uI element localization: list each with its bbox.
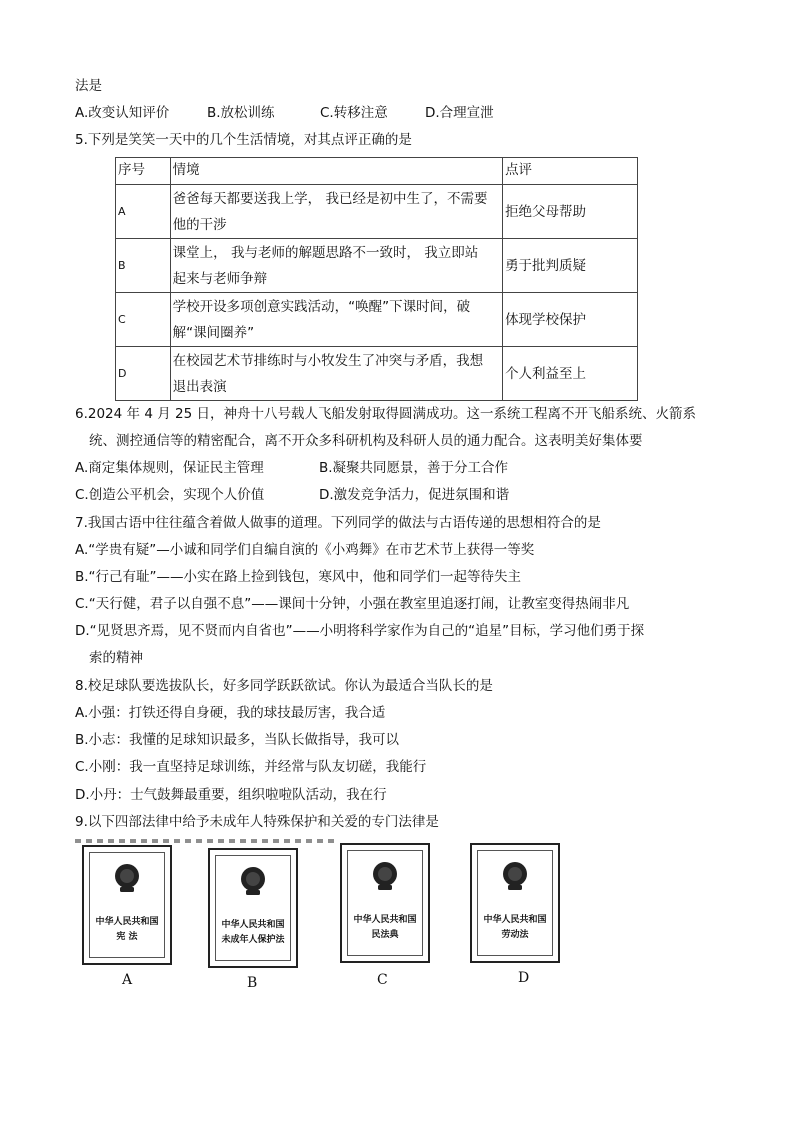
row-scene <box>170 293 502 347</box>
book-title <box>472 913 558 943</box>
book-label-d: D <box>518 970 530 986</box>
book-title <box>342 913 428 943</box>
book-title-line: 中华人民共和国 <box>95 917 159 927</box>
q6-option-b: B.凝聚共同愿景，善于分工合作 <box>319 460 509 476</box>
row-scene <box>170 185 502 239</box>
scene-line: 退出表演 <box>172 378 227 395</box>
header-number: 序号 <box>116 158 171 185</box>
scene-line: 爸爸每天都要送我上学， 我已经是初中生了，不需要 <box>172 190 488 207</box>
book-title <box>210 918 296 948</box>
q7-option-d-line2: 索的精神 <box>89 650 143 666</box>
table-row <box>116 239 638 293</box>
header-comment: 点评 <box>503 158 638 185</box>
q4-options <box>75 104 494 122</box>
q5-stem: 5.下列是笑笑一天中的几个生活情境，对其点评正确的是 <box>75 132 412 148</box>
q9-stem: 9.以下四部法律中给予未成年人特殊保护和关爱的专门法律是 <box>75 814 439 830</box>
row-comment: 勇于批判质疑 <box>503 239 638 293</box>
header-scene: 情境 <box>170 158 502 185</box>
scan-artifact <box>75 839 335 843</box>
book-title-line: 中华人民共和国 <box>353 915 417 925</box>
q7-option-c: C.“天行健，君子以自强不息”——课间十分钟，小强在教室里追逐打闹，让教室变得热闹非凡 <box>75 596 630 612</box>
q5-table <box>115 157 638 401</box>
row-id: B <box>116 239 171 293</box>
q6-stem-line1: 6.2024 年 4 月 25 日，神舟十八号载人飞船发射取得圆满成功。这一系统工程离不开飞船系统、火箭系 <box>75 406 696 422</box>
book-title-line: 民法典 <box>371 930 399 940</box>
q7-option-d-line1: D.“见贤思齐焉，见不贤而内自省也”——小明将科学家作为自己的“追星”目标，学习他们勇于探 <box>75 623 645 639</box>
q6-option-a: A.商定集体规则，保证民主管理 <box>75 460 264 476</box>
book-title <box>84 915 170 945</box>
row-scene <box>170 239 502 293</box>
table-row <box>116 347 638 401</box>
table-row <box>116 293 638 347</box>
national-emblem-icon <box>237 864 269 898</box>
scene-line: 解“课间圈养” <box>172 324 255 341</box>
table-header-row <box>116 158 638 185</box>
q6-stem-line2: 统、测控通信等的精密配合，离不开众多科研机构及科研人员的通力配合。这表明美好集体要 <box>89 433 643 449</box>
q4-stem-tail: 法是 <box>75 78 102 94</box>
book-title-line: 劳动法 <box>501 930 529 940</box>
row-comment: 个人利益至上 <box>503 347 638 401</box>
national-emblem-icon <box>369 859 401 893</box>
book-title-line: 宪 法 <box>116 932 138 942</box>
q8-option-b: B.小志：我懂的足球知识最多，当队长做指导，我可以 <box>75 732 400 748</box>
row-id: D <box>116 347 171 401</box>
law-book-d <box>470 843 560 963</box>
scene-line: 起来与老师争辩 <box>172 270 268 287</box>
law-book-c <box>340 843 430 963</box>
book-title-line: 中华人民共和国 <box>221 920 285 930</box>
law-book-b <box>208 848 298 968</box>
q7-stem: 7.我国古语中往往蕴含着做人做事的道理。下列同学的做法与古语传递的思想相符合的是 <box>75 515 601 531</box>
q8-option-c: C.小刚：我一直坚持足球训练，并经常与队友切磋，我能行 <box>75 759 427 775</box>
book-label-c: C <box>377 972 388 988</box>
row-comment: 体现学校保护 <box>503 293 638 347</box>
scene-line: 他的干涉 <box>172 216 227 233</box>
scene-line: 学校开设多项创意实践活动，“唤醒”下课时间，破 <box>172 298 471 315</box>
national-emblem-icon <box>499 859 531 893</box>
law-book-a <box>82 845 172 965</box>
table-row <box>116 185 638 239</box>
row-id: A <box>116 185 171 239</box>
q4-option-c: C.转移注意 <box>320 105 388 121</box>
row-comment: 拒绝父母帮助 <box>503 185 638 239</box>
q4-option-d: D.合理宣泄 <box>425 105 494 121</box>
book-title-line: 中华人民共和国 <box>483 915 547 925</box>
q7-option-b: B.“行己有耻”——小实在路上捡到钱包，寒风中，他和同学们一起等待失主 <box>75 569 522 585</box>
row-scene <box>170 347 502 401</box>
q7-option-a: A.“学贵有疑”—小诚和同学们自编自演的《小鸡舞》在市艺术节上获得一等奖 <box>75 542 535 558</box>
q6-option-c: C.创造公平机会，实现个人价值 <box>75 487 265 503</box>
q8-option-d: D.小丹：士气鼓舞最重要，组织啦啦队活动，我在行 <box>75 787 387 803</box>
q8-option-a: A.小强：打铁还得自身硬，我的球技最厉害，我合适 <box>75 705 386 721</box>
national-emblem-icon <box>111 861 143 895</box>
scene-line: 课堂上， 我与老师的解题思路不一致时， 我立即站 <box>172 244 479 261</box>
q6-option-d: D.激发竞争活力，促进氛围和谐 <box>319 487 510 503</box>
book-label-b: B <box>247 975 258 991</box>
q8-stem: 8.校足球队要选拔队长，好多同学跃跃欲试。你认为最适合当队长的是 <box>75 678 493 694</box>
book-label-a: A <box>122 972 133 988</box>
q4-option-b: B.放松训练 <box>207 105 275 121</box>
q4-option-a: A.改变认知评价 <box>75 105 170 121</box>
book-title-line: 未成年人保护法 <box>221 935 285 945</box>
row-id: C <box>116 293 171 347</box>
scene-line: 在校园艺术节排练时与小牧发生了冲突与矛盾，我想 <box>172 352 484 369</box>
